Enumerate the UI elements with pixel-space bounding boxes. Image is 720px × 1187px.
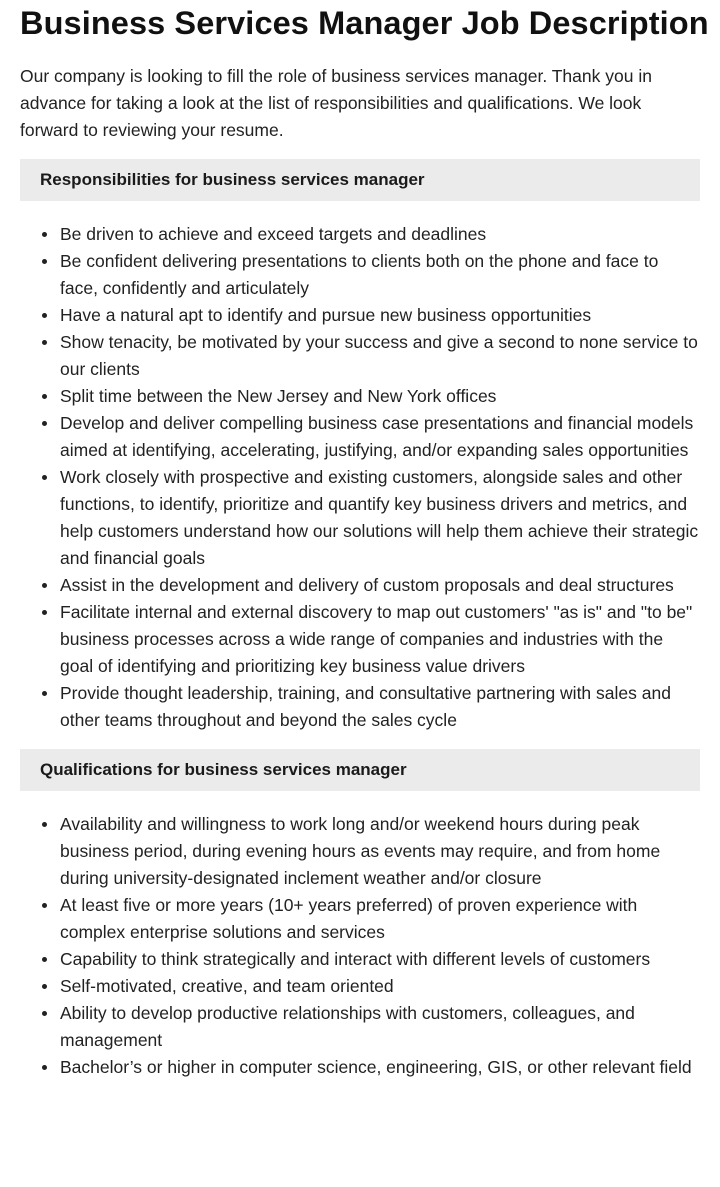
responsibilities-list xyxy=(20,221,700,734)
list-item: Ability to develop productive relationships with customers, colleagues, and management xyxy=(60,1000,700,1054)
list-item: Work closely with prospective and existing customers, alongside sales and other functions, to identify, prioritize and quantify key business drivers and metrics, and help customers understand how our solutions will help them achieve their strategic and financial goals xyxy=(60,464,700,572)
list-item: Develop and deliver compelling business case presentations and financial models aimed at identifying, accelerating, justifying, and/or expanding sales opportunities xyxy=(60,410,700,464)
list-item: Be driven to achieve and exceed targets and deadlines xyxy=(60,221,700,248)
list-item: At least five or more years (10+ years preferred) of proven experience with complex enterprise solutions and services xyxy=(60,892,700,946)
list-item: Have a natural apt to identify and pursue new business opportunities xyxy=(60,302,700,329)
qualifications-heading: Qualifications for business services manager xyxy=(20,749,700,791)
list-item: Bachelor’s or higher in computer science, engineering, GIS, or other relevant field xyxy=(60,1054,700,1081)
list-item: Show tenacity, be motivated by your success and give a second to none service to our clients xyxy=(60,329,700,383)
list-item: Facilitate internal and external discovery to map out customers' "as is" and "to be" business processes across a wide range of companies and industries with the goal of identifying and prioritizing key business value drivers xyxy=(60,599,700,680)
intro-paragraph: Our company is looking to fill the role of business services manager. Thank you in advance for taking a look at the list of responsibilities and qualifications. We look forward to reviewing your resume. xyxy=(20,66,652,140)
list-item: Assist in the development and delivery of custom proposals and deal structures xyxy=(60,572,700,599)
list-item: Availability and willingness to work long and/or weekend hours during peak business period, during evening hours as events may require, and from home during university-designated inclement weather and/or closure xyxy=(60,811,700,892)
list-item: Be confident delivering presentations to clients both on the phone and face to face, confidently and articulately xyxy=(60,248,700,302)
responsibilities-heading: Responsibilities for business services manager xyxy=(20,159,700,201)
list-item: Capability to think strategically and interact with different levels of customers xyxy=(60,946,700,973)
qualifications-list xyxy=(20,811,700,1081)
list-item: Split time between the New Jersey and New York offices xyxy=(60,383,700,410)
page-title: Business Services Manager Job Description xyxy=(20,5,709,41)
list-item: Provide thought leadership, training, and consultative partnering with sales and other teams throughout and beyond the sales cycle xyxy=(60,680,700,734)
list-item: Self-motivated, creative, and team oriented xyxy=(60,973,700,1000)
